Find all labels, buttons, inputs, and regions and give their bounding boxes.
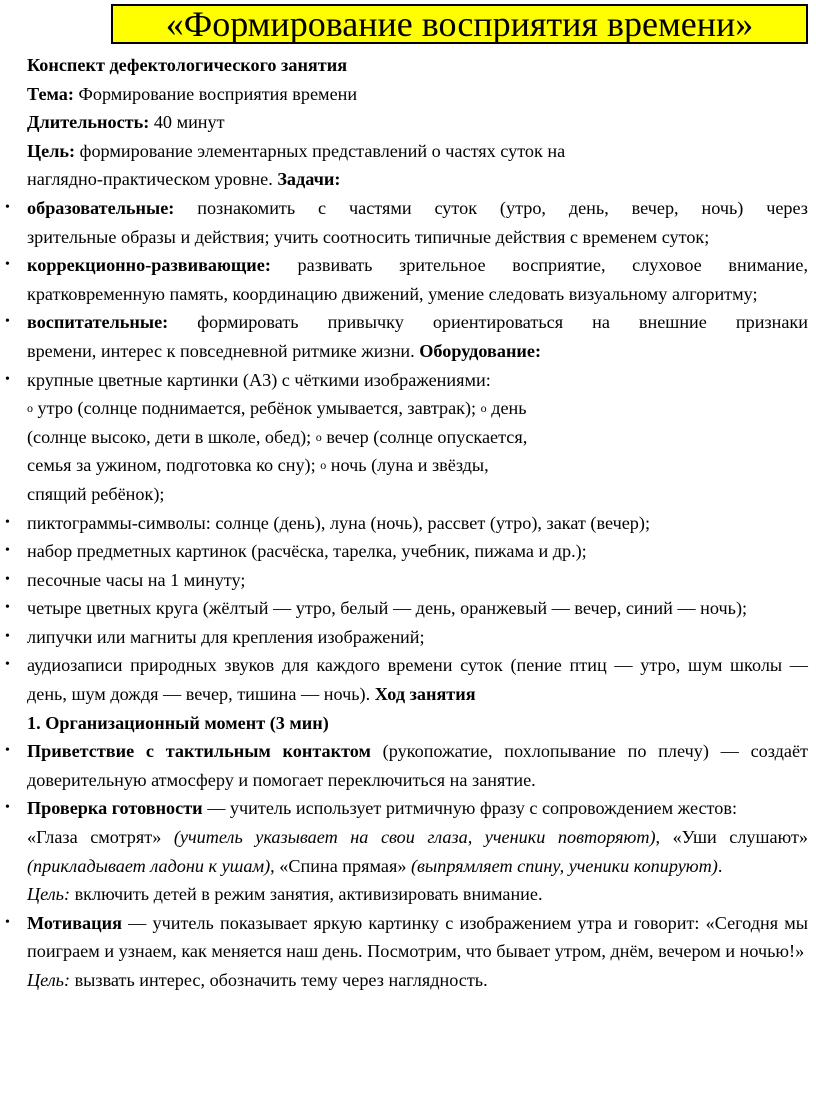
bullet-icon: •: [5, 371, 10, 387]
bullet-icon: •: [5, 600, 10, 616]
task-item: • образовательные: познакомить с частями суток (утро, день, вечер, ночь) через зрительные образы и действия; учить соотносить типичные действия с временем суток;: [0, 194, 816, 251]
equipment-item: • набор предметных картинок (расчёска, тарелка, учебник, пижама и др.);: [0, 537, 816, 566]
bullet-icon: •: [5, 257, 10, 273]
document-body: [0, 51, 816, 995]
circle-bullet-icon: o: [480, 401, 487, 416]
topic-line: Тема: Формирование восприятия времени: [27, 83, 358, 104]
check-phrases: «Глаза смотрят» (учитель указывает на свои глаза, ученики повторяют), «Уши слушают» (прикладывает ладони к ушам), «Спина прямая» (выпрямляет спину, ученики копируют).: [27, 827, 808, 876]
circle-bullet-icon: o: [315, 429, 322, 444]
bullet-icon: •: [5, 657, 10, 673]
bullet-icon: •: [5, 628, 10, 644]
bullet-icon: •: [5, 914, 10, 930]
bullet-icon: •: [5, 199, 10, 215]
equipment-item: • крупные цветные картинки (А3) с чёткими изображениями:: [0, 366, 816, 395]
step-goal: Цель: включить детей в режим занятия, активизировать внимание.: [27, 884, 543, 905]
circle-bullet-icon: o: [320, 458, 327, 473]
doc-heading: Конспект дефектологического занятия: [27, 55, 348, 75]
document-title: «Формирование восприятия времени»: [111, 4, 808, 44]
bullet-icon: •: [5, 800, 10, 816]
equipment-item: • аудиозаписи природных звуков для каждого времени суток (пение птиц — утро, шум школы — день, шум дождя — вечер, тишина — ночь). Ход занятия: [0, 651, 816, 708]
equipment-item: • липучки или магниты для крепления изображений;: [0, 623, 816, 652]
bullet-icon: •: [5, 543, 10, 559]
bullet-icon: •: [5, 743, 10, 759]
goal-line: Цель: формирование элементарных представлений о частях суток на: [27, 140, 566, 161]
step-item: • Мотивация — учитель показывает яркую картинку с изображением утра и говорит: «Сегодня мы поиграем и узнаем, как меняется наш день. Посмотрим, что бывает утром, днём, вечером и ночью!»: [0, 909, 816, 966]
equipment-item: • пиктограммы-символы: солнце (день), луна (ночь), рассвет (утро), закат (вечер);: [0, 509, 816, 538]
step-goal: Цель: вызвать интерес, обозначить тему через наглядность.: [27, 970, 488, 990]
step-item: • Приветствие с тактильным контактом (рукопожатие, похлопывание по плечу) — создаёт доверительную атмосферу и помогает переключиться на занятие.: [0, 737, 816, 794]
circle-bullet-icon: o: [27, 401, 33, 416]
equipment-sublist: o утро (солнце поднимается, ребёнок умывается, завтрак); o день (солнце высоко, дети в школе, обед); o вечер (солнце опускается, семья за ужином, подготовка ко сну); o ночь (луна и звёзды, спящий ребёнок);: [27, 398, 528, 504]
bullet-icon: •: [5, 514, 10, 530]
bullet-icon: •: [5, 571, 10, 587]
step-item: • Проверка готовности — учитель использует ритмичную фразу с сопровождением жестов:: [0, 794, 816, 823]
equipment-item: • песочные часы на 1 минуту;: [0, 566, 816, 595]
equipment-item: • четыре цветных круга (жёлтый — утро, белый — день, оранжевый — вечер, синий — ночь);: [0, 594, 816, 623]
bullet-icon: •: [5, 314, 10, 330]
section-heading: 1. Организационный момент (3 мин): [27, 712, 329, 733]
task-item: • коррекционно-развивающие: развивать зрительное восприятие, слуховое внимание, кратковременную память, координацию движений, умение следовать визуальному алгоритму;: [0, 251, 816, 308]
goal-line-cont: наглядно-практическом уровне. Задачи:: [27, 169, 341, 190]
duration-line: Длительность: 40 минут: [27, 112, 225, 133]
task-item: • воспитательные: формировать привычку ориентироваться на внешние признаки времени, интерес к повседневной ритмике жизни. Оборудование:: [0, 308, 816, 365]
